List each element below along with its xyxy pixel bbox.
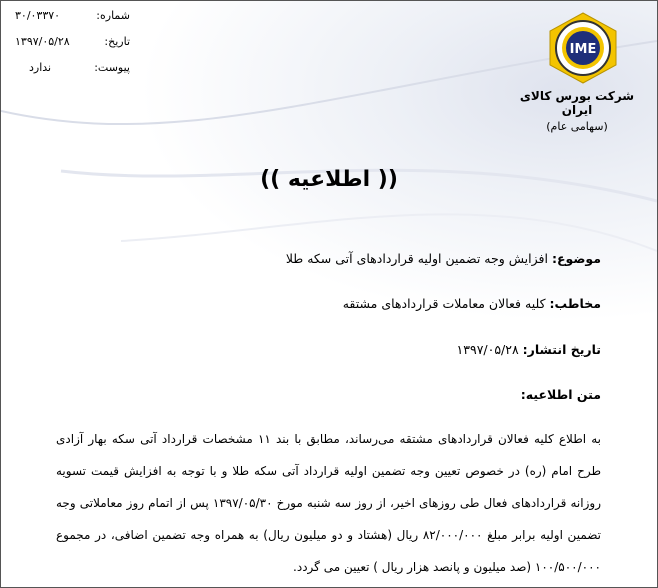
meta-attachment-value: ندارد xyxy=(29,61,52,74)
body-heading-line xyxy=(521,387,601,402)
notice-title: (( اطلاعیه )) xyxy=(260,167,398,192)
body-paragraph: به اطلاع کلیه فعالان قراردادهای مشتقه می‌رساند، مطابق با بند ۱۱ مشخصات قرارداد آتی سکه بهار آزادی طرح امام (ره) در خصوص تعیین وجه تضمین اولیه قرارداد آتی سکه طلا و با توجه به افزایش قیمت تسویه روزانه قراردادهای فعال طی روزهای اخیر، از روز سه شنبه مورخ ۱۳۹۷/۰۵/۳۰ پس از اتمام روز معاملاتی وجه تضمین اولیه برابر مبلغ ۸۲/۰۰۰/۰۰۰ ریال (هشتاد و دو میلیون ریال) به همراه وجه تضمین اضافی، در مجموع ۱۰۰/۵۰۰/۰۰۰ (صد میلیون و پانصد هزار ریال ) تعیین می گردد. xyxy=(56,432,602,574)
publish-date-line xyxy=(457,342,601,357)
audience-value: کلیه فعالان معاملات قراردادهای مشتقه xyxy=(342,296,546,311)
meta-attachment-label: پیوست: xyxy=(94,61,130,74)
publish-date-label: تاریخ انتشار: xyxy=(522,342,601,357)
subject-line xyxy=(286,251,601,266)
meta-number-value: ۳۰/۰۳۳۷۰ xyxy=(15,9,61,22)
meta-date-label: تاریخ: xyxy=(104,35,130,48)
subject-value: افزایش وجه تضمین اولیه قراردادهای آتی سکه طلا xyxy=(285,251,548,266)
body-heading: متن اطلاعیه: xyxy=(520,387,601,402)
company-block xyxy=(506,89,648,133)
logo-text: IME xyxy=(569,42,597,57)
publish-date-value: ۱۳۹۷/۰۵/۲۸ xyxy=(456,342,519,357)
meta-date-value: ۱۳۹۷/۰۵/۲۸ xyxy=(15,35,70,48)
subject-label: موضوع: xyxy=(551,251,601,266)
letter-meta xyxy=(15,9,130,87)
meta-date-row xyxy=(15,35,130,61)
company-name: شرکت بورس کالای ایران xyxy=(519,89,635,117)
meta-number-row xyxy=(15,9,130,35)
company-logo xyxy=(546,11,620,85)
audience-line xyxy=(343,296,601,311)
audience-label: مخاطب: xyxy=(549,296,601,311)
company-subtitle: (سهامی عام) xyxy=(546,120,608,133)
meta-number-label: شماره: xyxy=(96,9,130,22)
meta-attachment-row xyxy=(15,61,130,87)
